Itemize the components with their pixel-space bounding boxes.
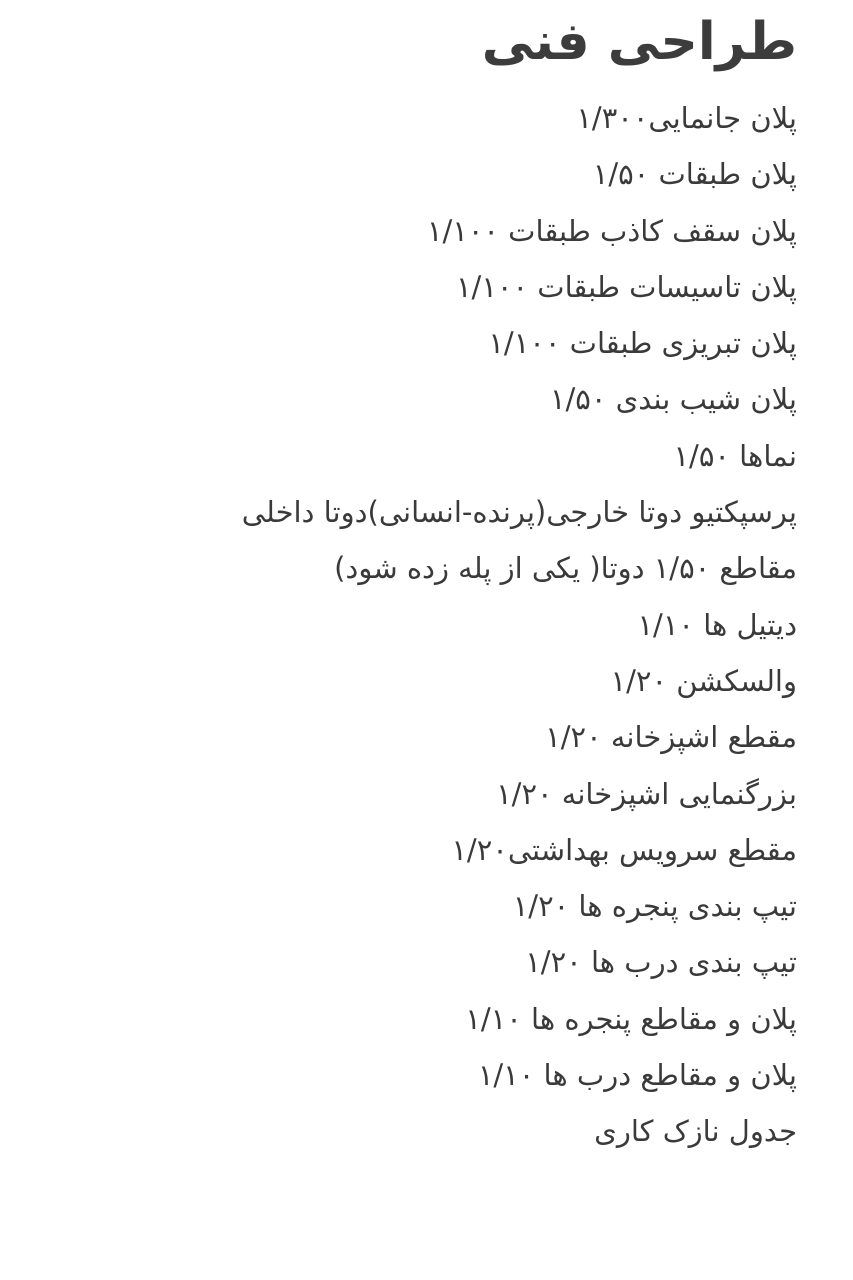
list-item: دیتیل ها ۱/۱۰ [637,607,797,642]
list-item: مقطع اشپزخانه ۱/۲۰ [545,720,797,755]
list-item: پلان جانمایی۱/۳۰۰ [576,101,797,135]
list-item: پلان سقف کاذب طبقات ۱/۱۰۰ [426,213,797,248]
list-item: پلان و مقاطع درب ها ۱/۱۰ [477,1058,797,1093]
list-item: جدول نازک کاری [594,1114,797,1149]
list-item: پلان تاسیسات طبقات ۱/۱۰۰ [455,269,797,304]
list-item: مقاطع ۱/۵۰ دوتا( یکی از پله زده شود) [334,551,797,586]
note-title: طراحی فنی [481,12,797,72]
list-item: مقطع سرویس بهداشتی۱/۲۰ [451,832,797,867]
list-item: تیپ بندی پنجره ها ۱/۲۰ [512,889,797,924]
list-item: پلان طبقات ۱/۵۰ [592,157,797,192]
list-item: تیپ بندی درب ها ۱/۲۰ [525,945,797,980]
list-item: پلان شیب بندی ۱/۵۰ [549,382,797,417]
note-item-list [0,90,797,1160]
list-item: بزرگنمایی اشپزخانه ۱/۲۰ [496,776,797,811]
list-item: والسکشن ۱/۲۰ [610,663,797,698]
list-item: پرسپکتیو دوتا خارجی(پرنده-انسانی)دوتا داخلی [241,495,797,530]
list-item: نماها ۱/۵۰ [673,438,797,473]
list-item: پلان تبریزی طبقات ۱/۱۰۰ [488,326,797,361]
list-item: پلان و مقاطع پنجره ها ۱/۱۰ [465,1001,797,1036]
